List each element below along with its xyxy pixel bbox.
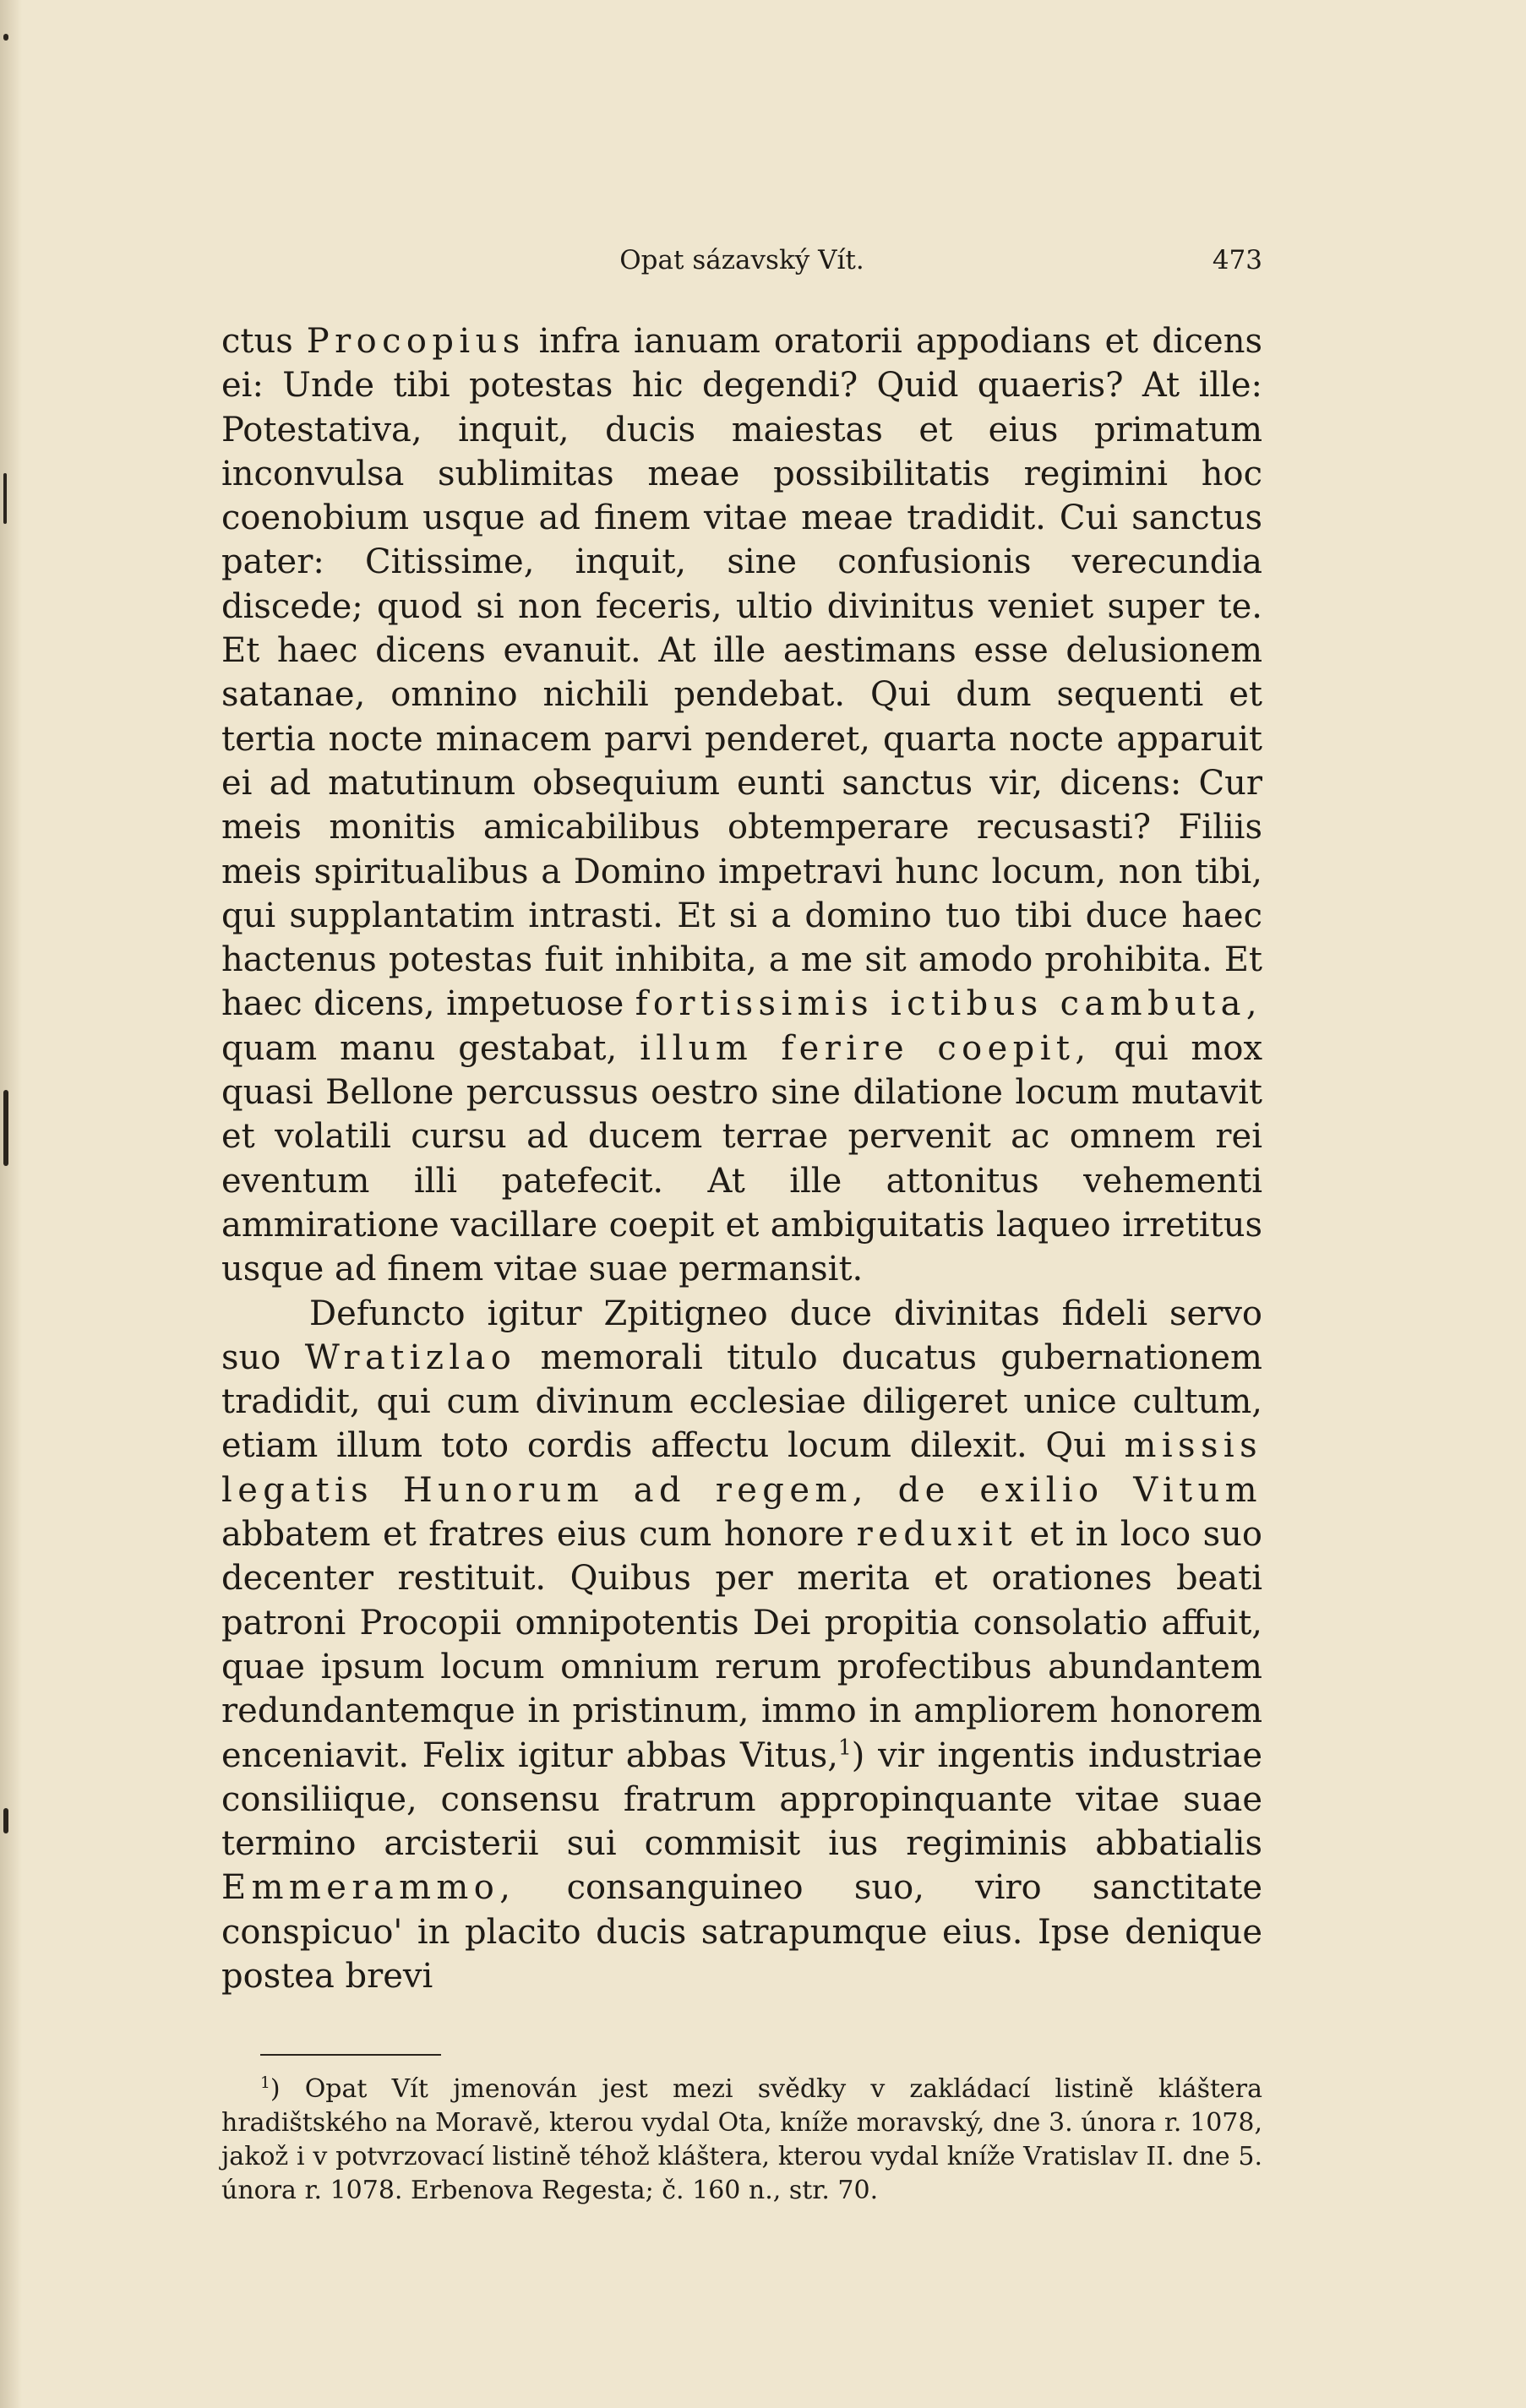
text-run: Defuncto igitur Zpitigneo duce divinitas fideli servo suo xyxy=(221,1294,1262,1377)
footnote xyxy=(221,2073,1262,2208)
running-header xyxy=(221,235,1262,289)
text-run: ) vir ingentis industriae consiliique, consensu fratrum appropinquante vitae suae termino arcisterii sui commisit ius regiminis abbatialis xyxy=(221,1735,1263,1864)
text-run: abbatem et fratres eius cum honore xyxy=(221,1515,857,1555)
spaced-emphasis: Procopius xyxy=(306,322,526,361)
spaced-emphasis: fortissimis ictibus cambuta, xyxy=(635,984,1262,1024)
footnote-divider xyxy=(260,2054,441,2056)
spaced-emphasis: reduxit xyxy=(856,1515,1018,1555)
text-run: ctus xyxy=(221,322,307,361)
text-run: qui mox quasi Bellone percussus oestro sine dilatione locum mutavit et volatili cursu ad ducem terrae pervenit ac omnem rei eventum illi patefecit. At ille attonitus vehementi ammiratione vacillare coepit et ambiguitatis laqueo irretitus usque ad finem vitae suae permansit. xyxy=(221,1028,1262,1289)
scan-edge-mark xyxy=(3,1090,8,1166)
paragraph-1 xyxy=(221,319,1262,1292)
text-run: et in loco suo decenter restituit. Quibus per merita et orationes beati patroni Procopii omnipotentis Dei propitia consolatio affuit, quae ipsum locum omnium rerum profectibus abundantem redundantemque in pristinum, immo in ampliorem honorem enceniavit. Felix igitur abbas Vitus, xyxy=(221,1515,1262,1775)
page-number: 473 xyxy=(1212,245,1262,275)
footnote-reference: 1 xyxy=(838,1735,852,1760)
scan-binding-edge xyxy=(0,0,22,2408)
scan-edge-mark xyxy=(3,473,7,524)
body-text xyxy=(221,319,1262,1998)
footnote-marker: 1 xyxy=(260,2074,270,2093)
spaced-emphasis: illum ferire coepit, xyxy=(640,1028,1092,1068)
spaced-emphasis: missis legatis Hunorum ad regem, de exilio Vitum xyxy=(221,1426,1262,1510)
scan-edge-mark xyxy=(3,34,8,41)
text-run: quam manu gestabat, xyxy=(221,1028,640,1068)
text-run: infra ianuam oratorii appodians et dicens ei: Unde tibi potestas hic degendi? Quid quaeris? At ille: Potestativa, inquit, ducis maiestas et eius primatum inconvulsa sublimitas meae possibilitatis regimini hoc coenobium usque ad finem vitae meae tradidit. Cui sanctus pater: Citissime, inquit, sine confusionis verecundia discede; quod si non feceris, ultio divinitus veniet super te. Et haec dicens evanuit. At ille aestimans esse delusionem satanae, omnino nichili pendebat. Qui dum sequenti et tertia nocte minacem parvi penderet, quarta nocte apparuit ei ad matutinum obsequium eunti sanctus vir, dicens: Cur meis monitis amicabilibus obtemperare recusasti? Filiis meis spiritualibus a Domino impetravi hunc locum, non tibi, qui supplantatim intrasti. Et si a domino tuo tibi duce haec hactenus potestas fuit inhibita, a me sit amodo prohibita. Et haec dicens, impetuose xyxy=(221,322,1262,1024)
book-page xyxy=(221,235,1262,2208)
text-run: memorali titulo ducatus gubernationem tradidit, qui cum divinum ecclesiae diligeret unice cultum, etiam illum toto cordis affectu locum dilexit. Qui xyxy=(221,1337,1262,1466)
spaced-emphasis: Wratizlao xyxy=(304,1337,517,1377)
running-title: Opat sázavský Vít. xyxy=(619,245,864,275)
paragraph-2 xyxy=(221,1292,1262,1999)
spaced-emphasis: Emmerammo, xyxy=(221,1868,516,1908)
text-run: consanguineo suo, viro sanctitate conspicuo' in placito ducis satrapumque eius. Ipse denique postea brevi xyxy=(221,1868,1262,1996)
scan-edge-mark xyxy=(3,1808,8,1833)
footnote-text: ) Opat Vít jmenován jest mezi svědky v zakládací listině kláštera hradištského na Moravě, kterou vydal Ota, kníže moravský, dne 3. února r. 1078, jakož i v potvrzovací listině téhož kláštera, kterou vydal kníže Vratislav II. dne 5. února r. 1078. Erbenova Regesta; č. 160 n., str. 70. xyxy=(221,2074,1262,2206)
